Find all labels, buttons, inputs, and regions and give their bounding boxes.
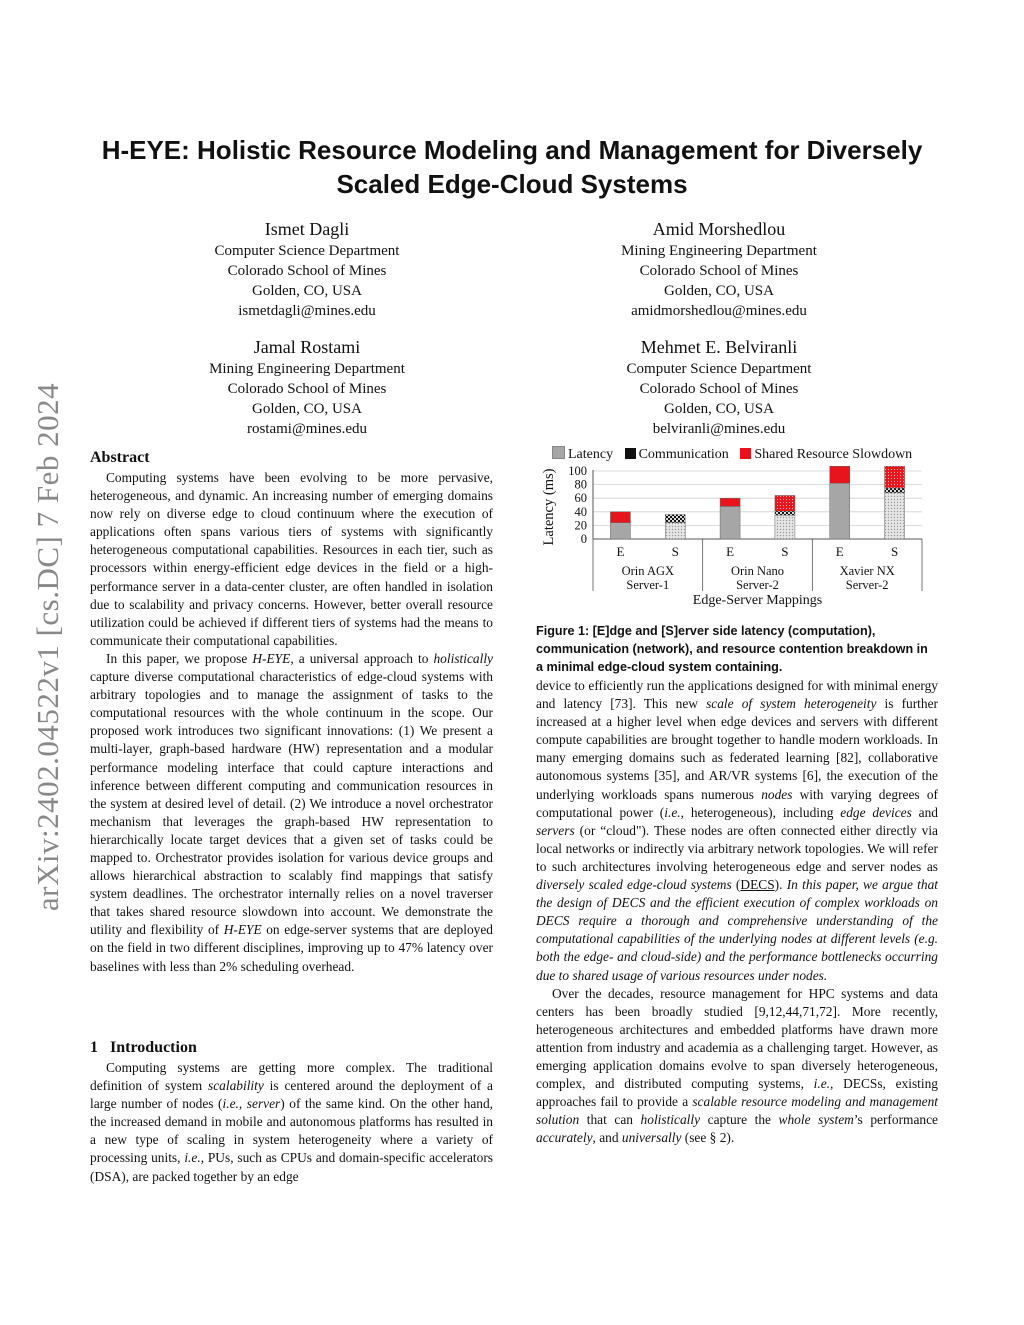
author-name: Ismet Dagli <box>264 219 350 239</box>
arxiv-sidebar <box>26 365 70 930</box>
x-axis-label: Edge-Server Mappings <box>692 593 823 608</box>
author-block-1 <box>137 217 477 321</box>
x-tick-label: E <box>616 544 625 559</box>
x-tick-label: E <box>835 544 844 559</box>
bar-shared-resource-slowdown <box>775 495 795 511</box>
author-dept: Mining Engineering Department <box>209 361 405 377</box>
right-paragraph-2: Over the decades, resource management for HPC systems and data centers has been broadly studied [9,12,44,71,72]. More recently, heterogeneous architectures and embedded platforms have drawn more attention from industry and academia as a challenging target. However, as emerging application domains evolve to span diversely heterogeneous, complex, and distributed computing systems, i.e., DECSs, existing approaches fail to provide a scalable resource modeling and management solution that can holistically capture the whole system’s performance accurately, and universally (see § 2). <box>536 985 938 1146</box>
bar-latency <box>775 515 795 539</box>
author-dept: Computer Science Department <box>214 243 400 259</box>
author-name: Amid Morshedlou <box>652 219 786 239</box>
author-dept: Mining Engineering Department <box>621 243 817 259</box>
bar-latency <box>665 523 685 539</box>
author-email: belviranli@mines.edu <box>652 421 786 437</box>
group-label-server: Server-2 <box>845 578 889 592</box>
legend-slowdown: Shared Resource Slowdown <box>740 447 912 462</box>
y-axis-label: Latency (ms) <box>541 468 557 546</box>
legend-communication: Communication <box>625 447 729 462</box>
author-dept: Computer Science Department <box>626 361 812 377</box>
author-city: Golden, CO, USA <box>251 401 362 417</box>
author-block-4 <box>549 335 889 439</box>
abstract-heading: Abstract <box>90 449 150 466</box>
bar-shared-resource-slowdown <box>720 498 740 506</box>
author-block-2 <box>549 217 889 321</box>
bar-shared-resource-slowdown <box>885 466 905 488</box>
abstract-body <box>90 469 493 976</box>
author-school: Colorado School of Mines <box>639 381 799 397</box>
y-tick-label: 60 <box>574 491 587 506</box>
legend-latency: Latency <box>552 447 613 462</box>
group-label-device: Orin Nano <box>730 564 785 578</box>
abstract-paragraph-2: In this paper, we propose H-EYE, a universal approach to holistically capture diverse computational characteristics of edge-cloud systems with arbitrary topologies and to manage the assignment of tasks to the computational resources with the whole continuum in the scope. Our proposed work introduces two significant innovations: (1) We present a multi-layer, graph-based hardware (HW) representation and a modular performance modeling interface that could capture interactions and inference between different computing and communication resources in the system at desired level of detail. (2) We introduce a novel orchestrator mechanism that leverages the graph-based HW representation to hierarchically locate target devices that a given set of tasks could be mapped to. Orchestrator provides isolation for various device groups and allows hierarchical abstraction to scalably find mappings that satisfy system deadlines. The orchestrator internally relies on a novel traverser that takes shared resource slowdown into account. We demonstrate the utility and flexibility of H-EYE on edge-server systems that are deployed on the field in two different disciplines, improving up to 47% latency over baselines with less than 2% scheduling overhead. <box>90 650 494 974</box>
author-name: Mehmet E. Belviranli <box>640 337 798 357</box>
bar-communication <box>885 488 905 493</box>
group-label-server: Server-2 <box>736 578 779 592</box>
bar-shared-resource-slowdown <box>830 466 850 483</box>
author-email: rostami@mines.edu <box>246 421 368 437</box>
x-tick-label: E <box>726 544 735 559</box>
author-block-3 <box>137 335 477 439</box>
figure-caption: Figure 1: [E]dge and [S]erver side latency (computation), communication (network), and resource contention breakdown in a minimal edge-cloud system containing. <box>536 624 928 674</box>
group-label-device: Orin AGX <box>621 564 675 578</box>
author-school: Colorado School of Mines <box>639 263 799 279</box>
arxiv-id: arXiv:2402.04522v1 [cs.DC] 7 Feb 2024 <box>30 382 65 912</box>
author-city: Golden, CO, USA <box>251 283 362 299</box>
group-label-server: Server-1 <box>626 578 670 592</box>
latency-chart <box>536 444 936 612</box>
intro-body <box>90 1059 493 1186</box>
author-school: Colorado School of Mines <box>227 263 387 279</box>
author-email: amidmorshedlou@mines.edu <box>631 303 807 319</box>
bar-latency <box>885 493 905 539</box>
bar-communication <box>665 515 685 523</box>
bar-latency <box>610 523 630 539</box>
intro-paragraph-1: Computing systems are getting more complex. The traditional definition of system scalability is centered around the deployment of a large number of nodes (i.e., server) of the same kind. On the other hand, the increased demand in mobile and autonomous platforms has resulted in a new type of scaling in system heterogeneity where a variety of processing units, i.e., PUs, such as CPUs and domain-specific accelerators (DSA), are packed together by an edge <box>90 1060 493 1184</box>
bar-latency <box>720 506 740 539</box>
x-tick-label: S <box>671 544 679 559</box>
x-tick-label: S <box>890 544 899 559</box>
group-label-device: Xavier NX <box>839 564 895 578</box>
y-tick-label: 80 <box>574 477 587 492</box>
paper-title: H-EYE: Holistic Resource Modeling and Management for Diversely Scaled Edge-Cloud Systems <box>101 135 923 199</box>
y-tick-label: 40 <box>574 504 587 519</box>
bar-shared-resource-slowdown <box>610 512 630 523</box>
author-city: Golden, CO, USA <box>663 283 774 299</box>
bar-communication <box>775 511 795 515</box>
intro-heading: 1 Introduction <box>90 1039 197 1056</box>
right-paragraph-1: device to efficiently run the applications designed for with minimal energy and latency [73]. This new scale of system heterogeneity is further increased at a higher level when edge devices and servers with different compute capabilities are brought together to handle modern workloads. In many emerging domains such as federated learning [82], collaborative autonomous systems [35], and AR/VR systems [6], the execution of the underlying workloads spans numerous nodes with varying degrees of computational power (i.e., heterogeneous), including edge devices and servers (or “cloud"). These nodes are often connected either directly via local networks or indirectly via arbitrary network topologies. We will refer to such architectures involving heterogeneous edge and server nodes as diversely scaled edge-cloud systems (DECS). In this paper, we argue that the design of DECS and the efficient execution of complex workloads on DECS require a thorough and comprehensive understanding of the computational capabilities of the underlying nodes at different levels (e.g. both the edge- and cloud-side) and the performance bottlenecks occurring due to shared usage of various resources under nodes. <box>536 678 939 983</box>
author-name: Jamal Rostami <box>253 337 361 357</box>
author-city: Golden, CO, USA <box>663 401 774 417</box>
y-tick-label: 0 <box>580 532 587 546</box>
abstract-paragraph-1: Computing systems have been evolving to be more pervasive, heterogeneous, and dynamic. An increasing number of emerging domains now rely on diverse edge to cloud continuum where the execution of applications often spans various tiers of systems with significantly heterogeneous computational capabilities. Resources in each tier, such as processors within energy-efficient edge devices in the field or a high-performance server in a data-center cluster, are often handled in isolation due to scalability and privacy concerns. However, better overall resource utilization could be achieved if different tiers of systems had the means to communicate their computational capabilities. <box>90 470 493 648</box>
author-email: ismetdagli@mines.edu <box>238 303 376 319</box>
y-tick-label: 100 <box>568 464 587 478</box>
right-column-body <box>536 677 938 1147</box>
bar-latency <box>830 483 850 539</box>
author-school: Colorado School of Mines <box>227 381 387 397</box>
y-tick-label: 20 <box>574 518 587 533</box>
x-tick-label: S <box>781 544 789 559</box>
